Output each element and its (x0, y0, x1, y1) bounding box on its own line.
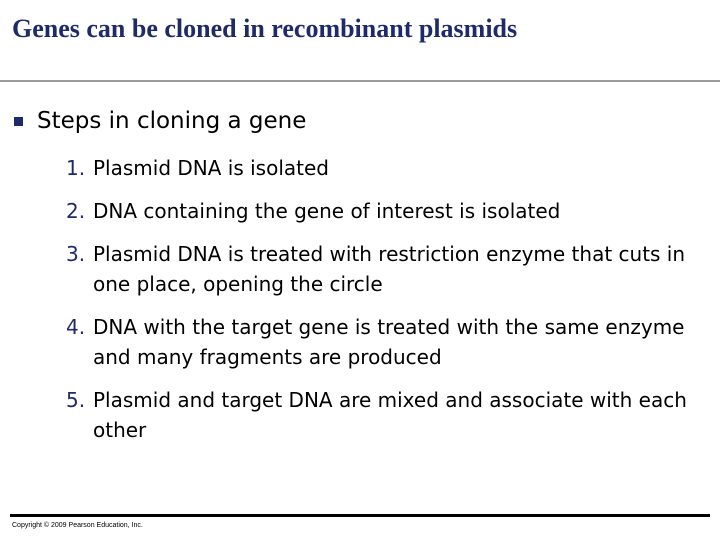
step-item-4 (66, 312, 706, 372)
step-number: 2. (66, 199, 86, 223)
step-item-3 (66, 239, 706, 299)
slide-title: Genes can be cloned in recombinant plasmids (12, 14, 518, 43)
step-item-1 (66, 153, 706, 183)
square-bullet-icon (14, 117, 23, 126)
steps-list (66, 153, 706, 458)
main-bullet-text: Steps in cloning a gene (37, 108, 307, 134)
step-text: DNA with the target gene is treated with the same enzyme and many fragments are produced (93, 315, 685, 369)
step-number: 4. (66, 315, 86, 339)
step-text: DNA containing the gene of interest is isolated (93, 199, 561, 223)
step-text: Plasmid and target DNA are mixed and associate with each other (93, 388, 687, 442)
step-number: 5. (66, 388, 86, 412)
step-text: Plasmid DNA is treated with restriction enzyme that cuts in one place, opening the circle (93, 242, 686, 296)
step-number: 3. (66, 242, 86, 266)
footer-divider (10, 514, 710, 517)
main-bullet (14, 108, 306, 134)
copyright-notice: Copyright © 2009 Pearson Education, Inc. (12, 522, 143, 529)
step-item-5 (66, 385, 706, 445)
step-item-2 (66, 196, 706, 226)
title-divider (0, 80, 720, 82)
step-text: Plasmid DNA is isolated (93, 156, 329, 180)
step-number: 1. (66, 156, 86, 180)
